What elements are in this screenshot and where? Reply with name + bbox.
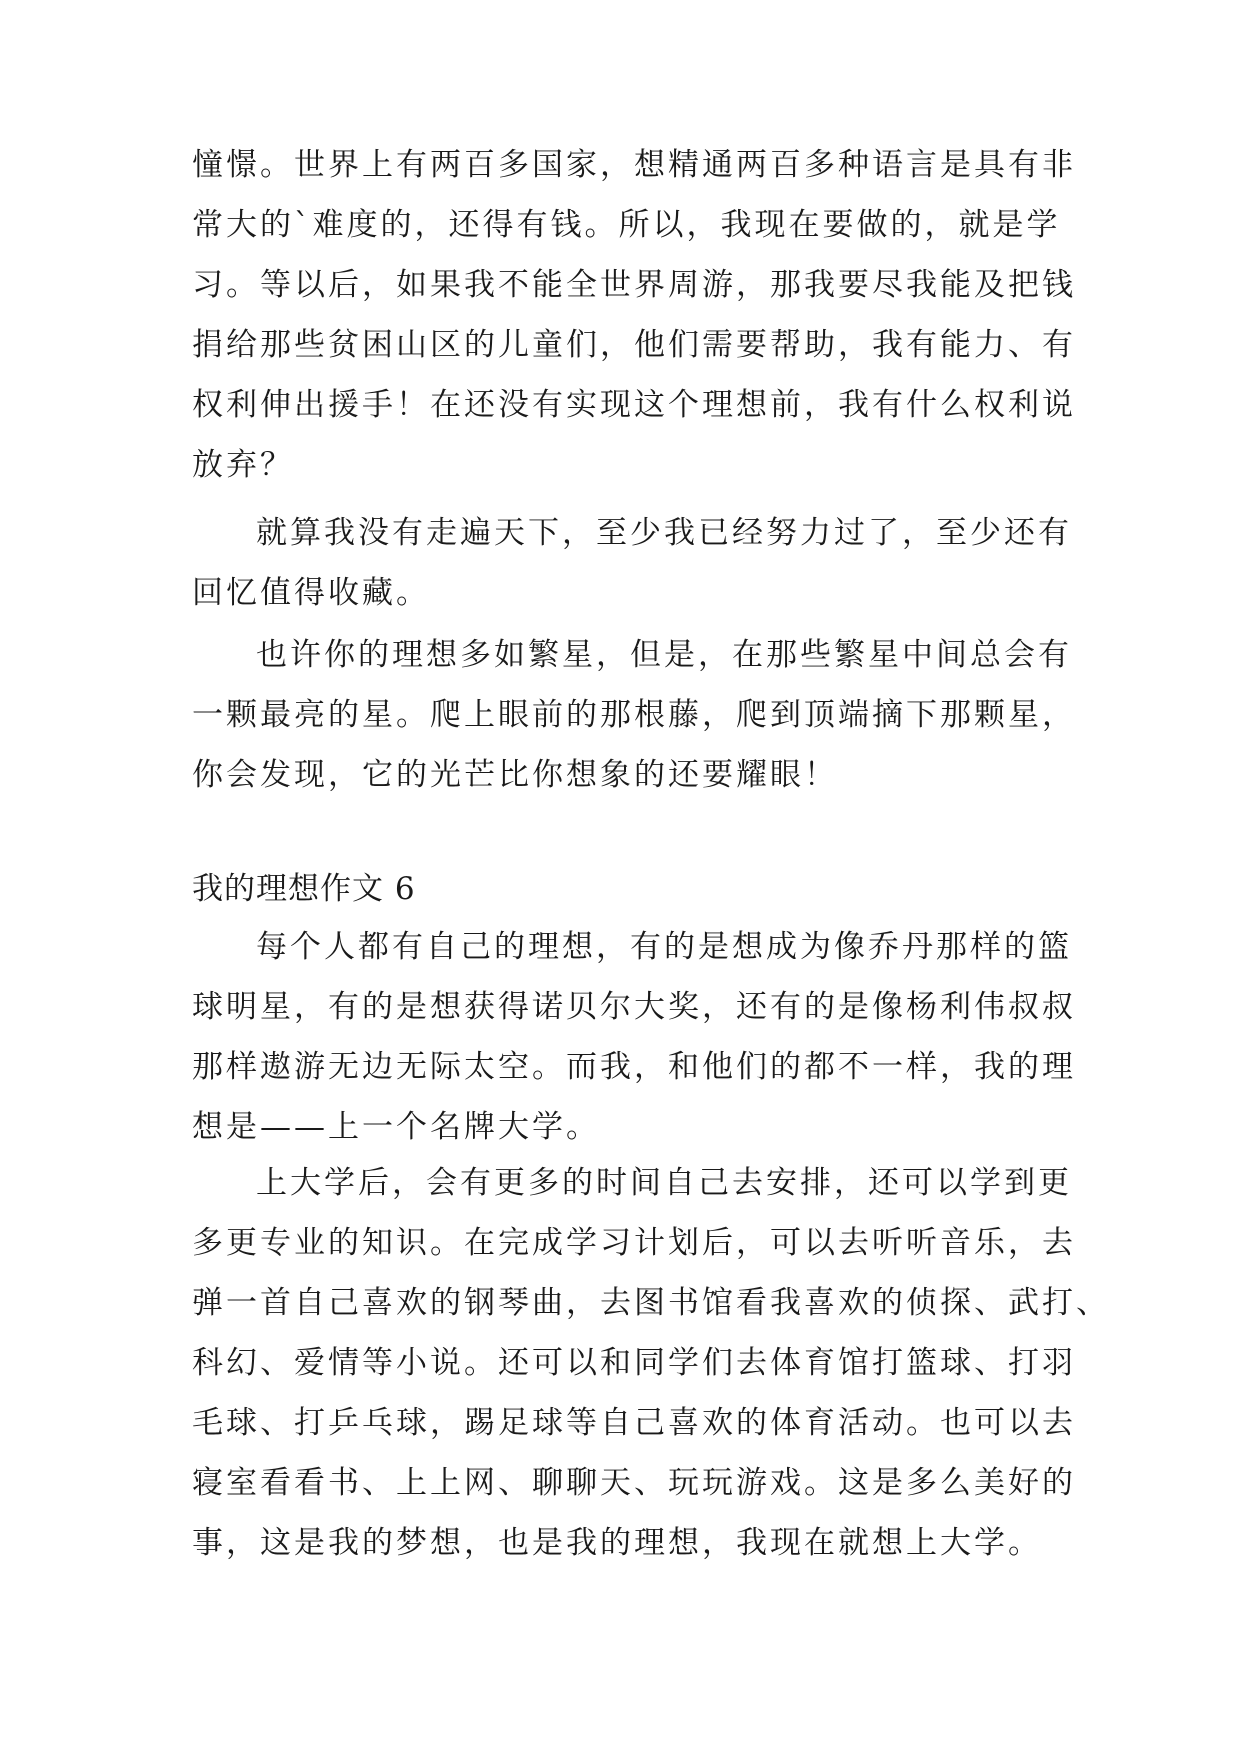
paragraph-line: 憧憬。世界上有两百多国家，想精通两百多种语言是具有非 <box>192 147 1076 183</box>
paragraph-line: 也许你的理想多如繁星，但是，在那些繁星中间总会有 <box>256 637 1072 673</box>
paragraph-line: 上大学后，会有更多的时间自己去安排，还可以学到更 <box>256 1165 1072 1201</box>
paragraph-3 <box>192 625 1076 805</box>
paragraph-line: 事，这是我的梦想，也是我的理想，我现在就想上大学。 <box>192 1525 1042 1561</box>
paragraph-line: 多更专业的知识。在完成学习计划后，可以去听听音乐，去 <box>192 1225 1076 1261</box>
paragraph-line: 回忆值得收藏。 <box>192 575 430 611</box>
section-paragraph-1 <box>192 917 1076 1157</box>
paragraph-line: 每个人都有自己的理想，有的是想成为像乔丹那样的篮 <box>256 929 1072 965</box>
paragraph-line: 一颗最亮的星。爬上眼前的那根藤，爬到顶端摘下那颗星， <box>192 697 1076 733</box>
paragraph-line: 弹一首自己喜欢的钢琴曲，去图书馆看我喜欢的侦探、武打、 <box>192 1285 1110 1321</box>
paragraph-line: 毛球、打乒乓球，踢足球等自己喜欢的体育活动。也可以去 <box>192 1405 1076 1441</box>
paragraph-line: 想是——上一个名牌大学。 <box>192 1109 600 1145</box>
paragraph-line: 球明星，有的是想获得诺贝尔大奖，还有的是像杨利伟叔叔 <box>192 989 1076 1025</box>
paragraph-line: 寝室看看书、上上网、聊聊天、玩玩游戏。这是多么美好的 <box>192 1465 1076 1501</box>
paragraph-line: 放弃？ <box>192 447 294 483</box>
paragraph-line: 权利伸出援手！在还没有实现这个理想前，我有什么权利说 <box>192 387 1076 423</box>
paragraph-line: 习。等以后，如果我不能全世界周游，那我要尽我能及把钱 <box>192 267 1076 303</box>
section-paragraph-2 <box>192 1153 1110 1573</box>
paragraph-line: 那样遨游无边无际太空。而我，和他们的都不一样，我的理 <box>192 1049 1076 1085</box>
paragraph-2 <box>192 503 1072 623</box>
section-title-block <box>192 859 1052 919</box>
section-title: 我的理想作文 6 <box>192 871 416 907</box>
paragraph-line: 就算我没有走遍天下，至少我已经努力过了，至少还有 <box>256 515 1072 551</box>
paragraph-line: 常大的`难度的，还得有钱。所以，我现在要做的，就是学 <box>192 207 1061 243</box>
paragraph-line: 你会发现，它的光芒比你想象的还要耀眼！ <box>192 757 838 793</box>
paragraph-line: 科幻、爱情等小说。还可以和同学们去体育馆打篮球、打羽 <box>192 1345 1076 1381</box>
paragraph-line: 捐给那些贫困山区的儿童们，他们需要帮助，我有能力、有 <box>192 327 1076 363</box>
continuation-paragraph <box>192 135 1076 495</box>
